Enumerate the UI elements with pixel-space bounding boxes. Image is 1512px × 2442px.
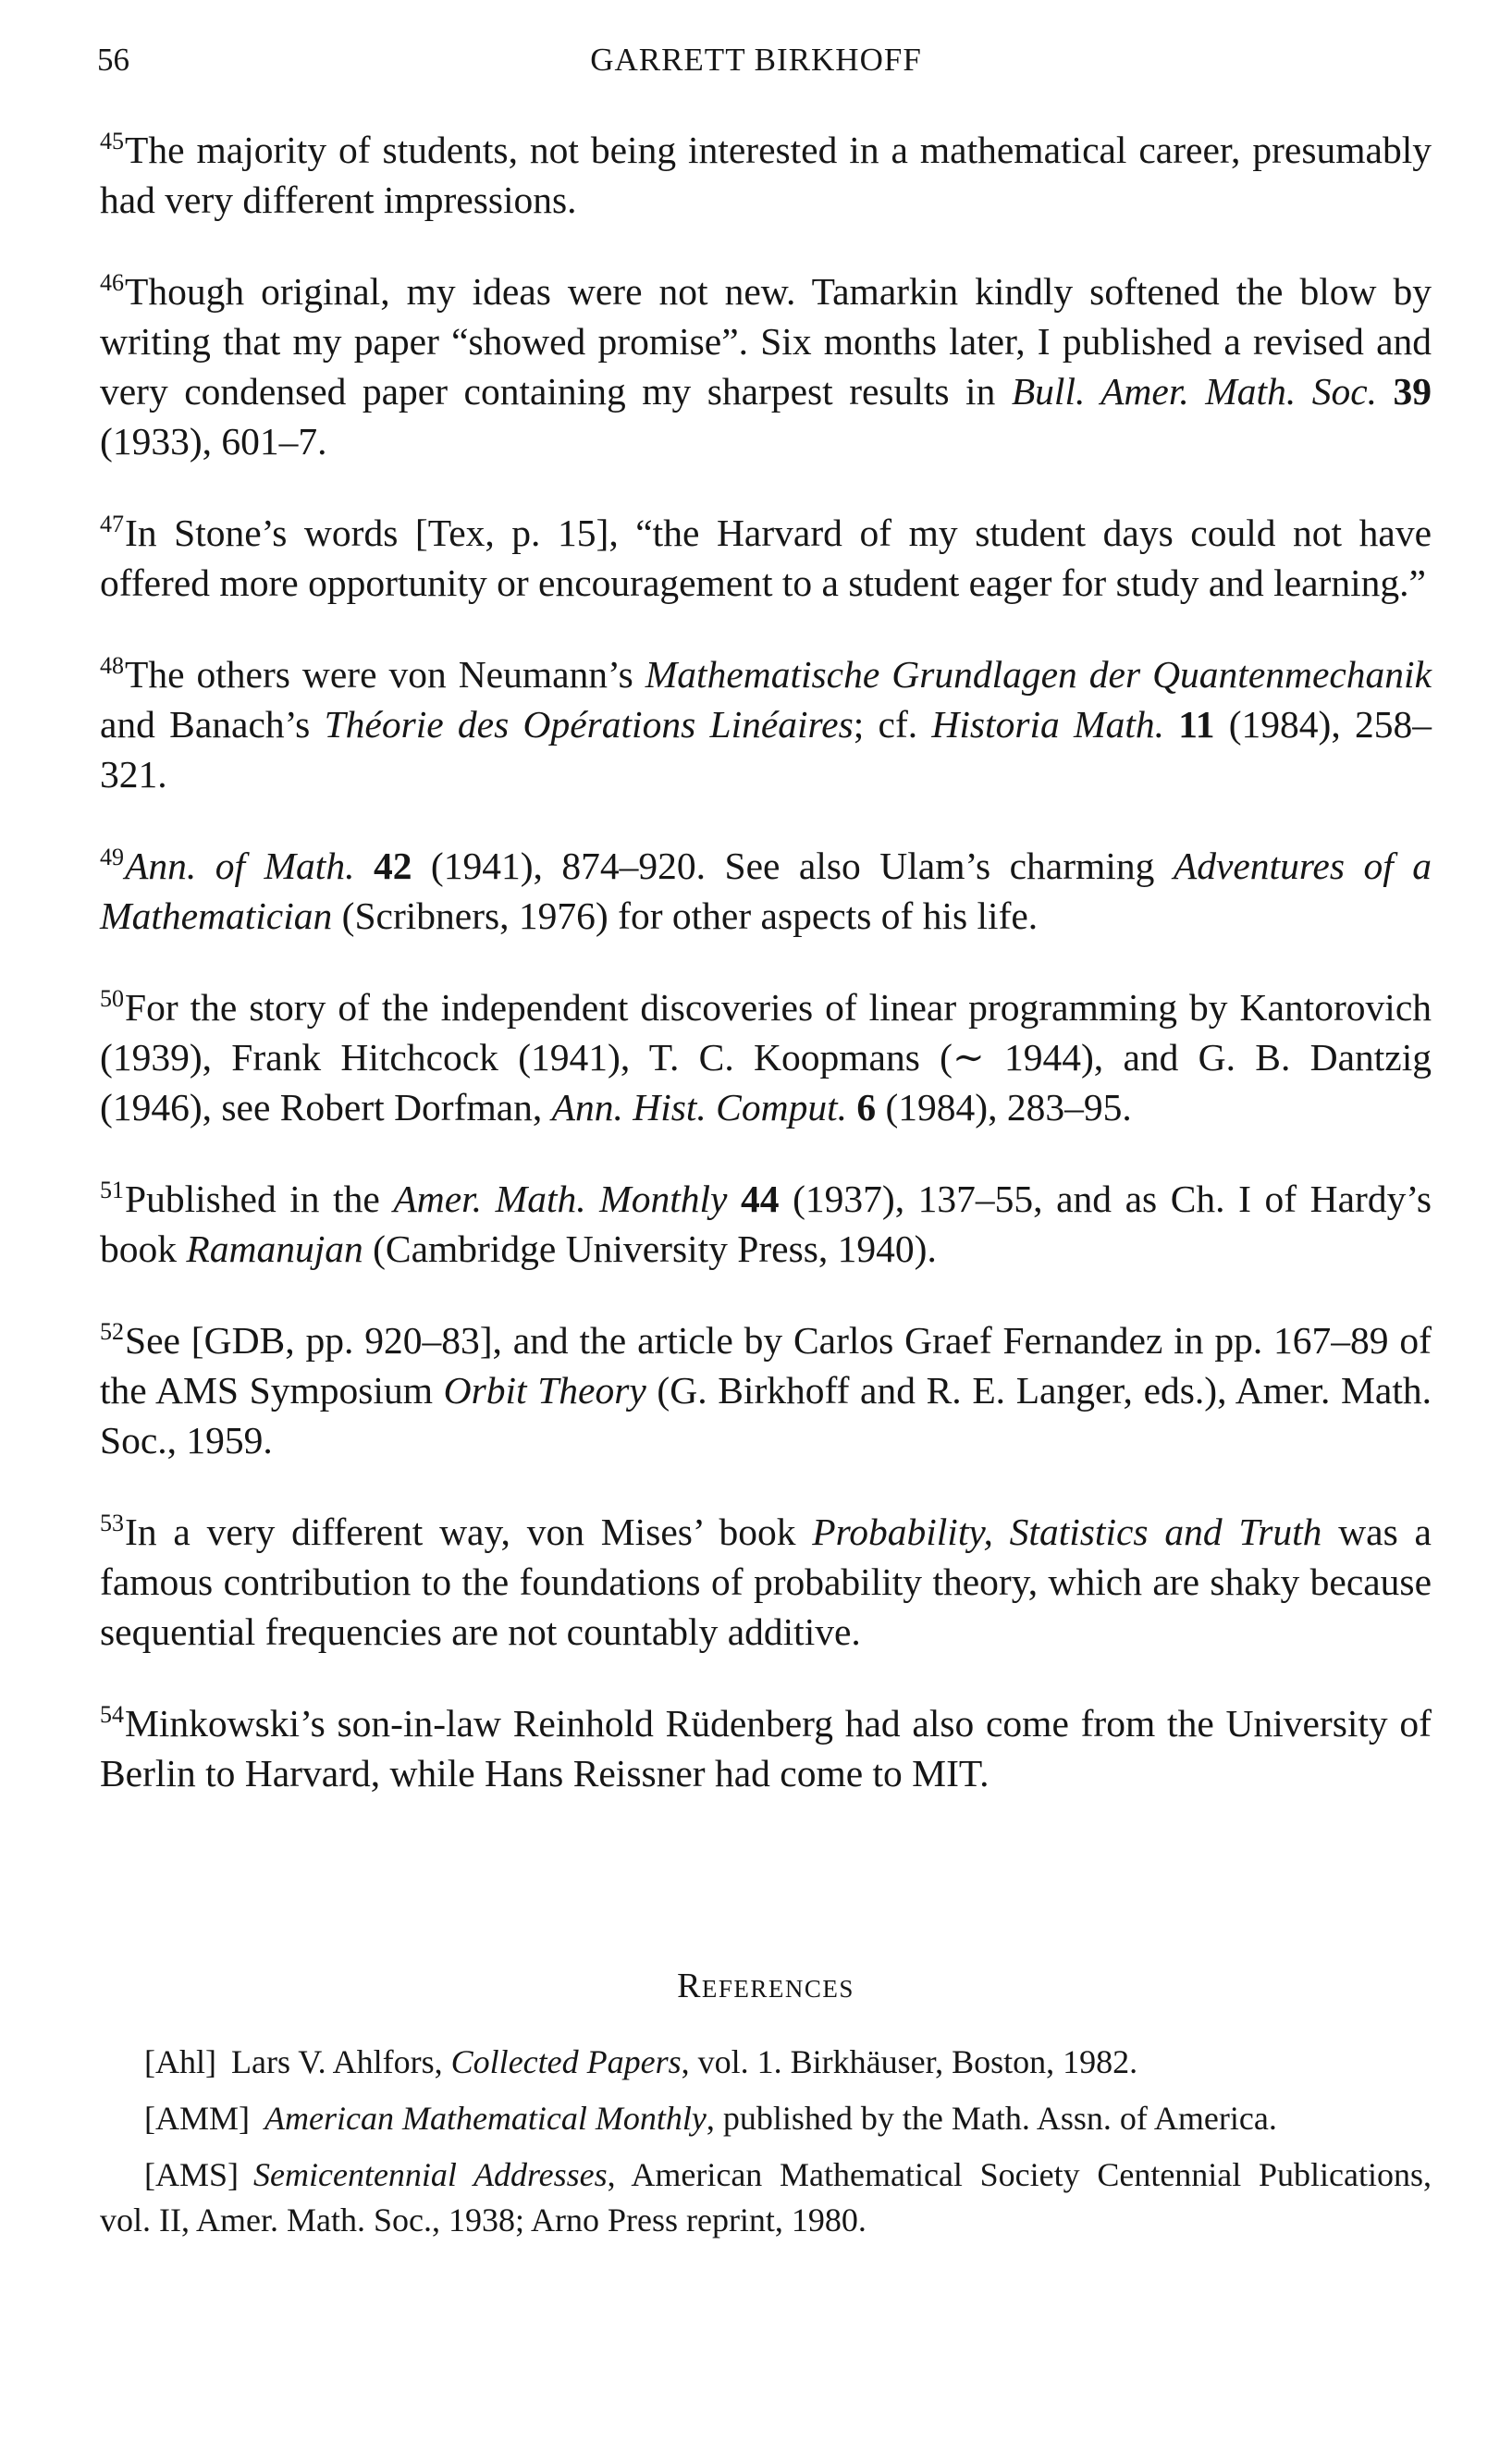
text-run: (1941), 874–920. See also Ulam’s charming xyxy=(412,845,1174,887)
text-run xyxy=(1377,370,1394,413)
text-run xyxy=(354,845,373,887)
italic-text: Probability, Statistics and Truth xyxy=(812,1511,1322,1553)
footnote-number: 48 xyxy=(100,652,124,679)
footnote-53 xyxy=(100,1507,1432,1657)
footnote-47 xyxy=(100,508,1432,608)
text-run xyxy=(727,1178,741,1220)
text-run: In Stone’s words [Tex, p. 15], “the Harvard of my student days could not have offered more opportunity or encouragement to a student eager for study and learning.” xyxy=(100,512,1432,604)
text-run: (1937), 137–55, and as Ch. I of Hardy’s book xyxy=(100,1178,1432,1270)
text-run: Published in the xyxy=(125,1178,394,1220)
footnote-54 xyxy=(100,1698,1432,1798)
reference-entry xyxy=(100,2040,1432,2085)
italic-text: Semicentennial Addresses xyxy=(253,2156,608,2193)
footnote-number: 46 xyxy=(100,269,124,296)
running-title: GARRETT BIRKHOFF xyxy=(590,42,922,78)
reference-entry xyxy=(100,2096,1432,2141)
text-run xyxy=(847,1086,856,1128)
text-run: For the story of the independent discoveries of linear programming by Kantorovich (1939), Frank Hitchcock (1941), T. C. Koopmans (∼ 1944), and G. B. Dantzig (1946), see Robert Dorfman, xyxy=(100,986,1432,1128)
text-run: , published by the Math. Assn. of America. xyxy=(706,2100,1277,2137)
text-run: (1984), 258–321. xyxy=(100,703,1432,796)
text-run: (G. Birkhoff and R. E. Langer, eds.), Amer. Math. Soc., 1959. xyxy=(100,1369,1432,1462)
footnote-45 xyxy=(100,125,1432,225)
reference-key: [AMS] xyxy=(144,2156,240,2193)
text-run: In a very different way, von Mises’ book xyxy=(125,1511,813,1553)
text-run: was a famous contribution to the foundations of probability theory, which are shaky because sequential frequencies are not countably additive. xyxy=(100,1511,1432,1653)
italic-text: Adventures of a Mathematician xyxy=(100,845,1432,937)
text-run: (1933), 601–7. xyxy=(100,420,327,462)
footnote-46 xyxy=(100,266,1432,466)
reference-key: [AMM] xyxy=(144,2100,250,2137)
references-heading: References xyxy=(677,1967,854,2005)
text-run: and Banach’s xyxy=(100,703,325,746)
italic-text: Ramanujan xyxy=(186,1227,363,1270)
text-run: Minkowski’s son-in-law Reinhold Rüdenberg had also come from the University of Berlin to Harvard, while Hans Reissner had come to MIT. xyxy=(100,1702,1432,1794)
text-run: , American Mathematical Society Centennial Publications, vol. II, Amer. Math. Soc., 1938; Arno Press reprint, 1980. xyxy=(100,2156,1432,2238)
italic-text: Bull. Amer. Math. Soc. xyxy=(1011,370,1378,413)
footnote-49 xyxy=(100,841,1432,941)
text-run: The others were von Neumann’s xyxy=(125,653,645,696)
footnote-number: 53 xyxy=(100,1510,124,1536)
italic-text: Amer. Math. Monthly xyxy=(393,1178,728,1220)
footnote-48 xyxy=(100,649,1432,799)
bold-text: 42 xyxy=(373,845,412,887)
footnote-number: 47 xyxy=(100,511,124,537)
italic-text: Ann. Hist. Comput. xyxy=(551,1086,847,1128)
footnote-50 xyxy=(100,982,1432,1132)
footnote-number: 51 xyxy=(100,1177,124,1203)
text-run: ; cf. xyxy=(853,703,932,746)
text-run: The majority of students, not being interested in a mathematical career, presumably had very different impressions. xyxy=(100,129,1432,221)
italic-text: Théorie des Opérations Linéaires xyxy=(324,703,854,746)
reference-key: [Ahl] xyxy=(144,2043,216,2080)
footnote-number: 52 xyxy=(100,1318,124,1345)
italic-text: Mathematische Grundlagen der Quantenmechanik xyxy=(645,653,1432,696)
page-header xyxy=(97,37,1415,83)
text-run: Though original, my ideas were not new. Tamarkin kindly softened the blow by writing that my paper “showed promise”. Six months later, I published a revised and very condensed paper containing my sharpest results in xyxy=(100,270,1432,413)
reference-entry xyxy=(100,2152,1432,2243)
text-run: (Cambridge University Press, 1940). xyxy=(363,1227,937,1270)
footnote-number: 45 xyxy=(100,128,124,154)
references-list xyxy=(100,2040,1432,2254)
footnotes xyxy=(100,125,1432,1840)
footnote-52 xyxy=(100,1315,1432,1465)
footnote-number: 50 xyxy=(100,985,124,1012)
italic-text: Collected Papers xyxy=(450,2043,682,2080)
bold-text: 6 xyxy=(856,1086,877,1128)
footnote-number: 54 xyxy=(100,1701,124,1728)
text-run: (Scribners, 1976) for other aspects of his life. xyxy=(332,894,1039,937)
italic-text: Ann. of Math. xyxy=(125,845,355,887)
text-run: Lars V. Ahlfors, xyxy=(230,2043,451,2080)
text-run xyxy=(1164,703,1178,746)
footnote-number: 49 xyxy=(100,844,124,870)
page-number: 56 xyxy=(97,42,129,78)
bold-text: 39 xyxy=(1393,370,1432,413)
italic-text: American Mathematical Monthly xyxy=(264,2100,707,2137)
bold-text: 11 xyxy=(1178,703,1215,746)
italic-text: Historia Math. xyxy=(931,703,1164,746)
text-run: , vol. 1. Birkhäuser, Boston, 1982. xyxy=(681,2043,1138,2080)
italic-text: Orbit Theory xyxy=(443,1369,646,1412)
footnote-51 xyxy=(100,1174,1432,1274)
text-run: (1984), 283–95. xyxy=(876,1086,1132,1128)
text-run: See [GDB, pp. 920–83], and the article by Carlos Graef Fernandez in pp. 167–89 of the AMS Symposium xyxy=(100,1319,1432,1412)
bold-text: 44 xyxy=(741,1178,780,1220)
